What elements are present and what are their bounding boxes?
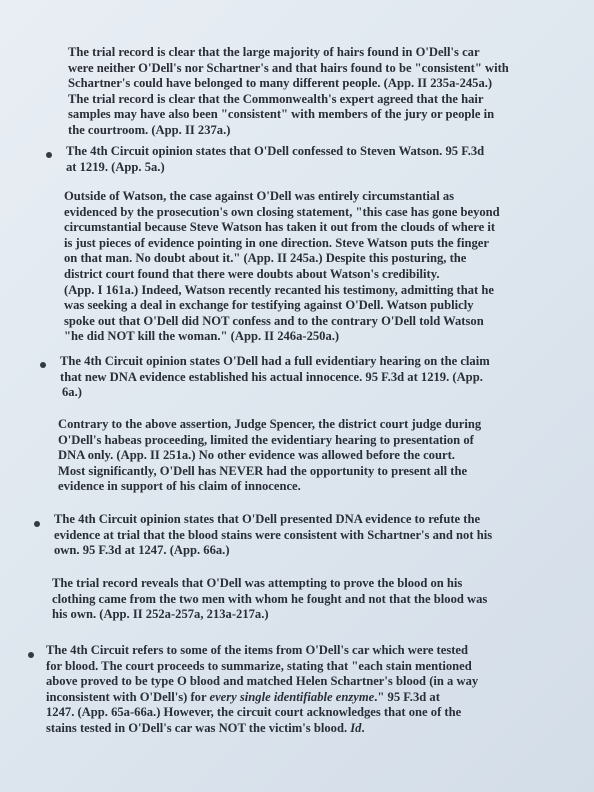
text-line: were neither O'Dell's nor Schartner's and that hairs found to be "consistent" with (68, 60, 509, 75)
text-line: that new DNA evidence established his actual innocence. 95 F.3d at 1219. (App. (60, 369, 483, 384)
text-line: evidenced by the prosecution's own closing statement, "this case has gone beyond (64, 204, 500, 219)
text-line: The trial record is clear that the large majority of hairs found in O'Dell's car (68, 45, 480, 59)
bullet-marker (46, 152, 52, 158)
text-line: The 4th Circuit opinion states that O'Dell confessed to Steven Watson. 95 F.3d (66, 144, 485, 158)
bullet-confession-claim (66, 144, 484, 175)
text-line: was seeking a deal in exchange for testifying against O'Dell. Watson publicly (64, 298, 474, 313)
bullet-marker (34, 521, 40, 527)
text-line: own. 95 F.3d at 1247. (App. 66a.) (54, 543, 230, 558)
text-line: is just pieces of evidence pointing in one direction. Steve Watson puts the finger (64, 235, 489, 250)
text-line: evidence in support of his claim of innocence. (58, 479, 301, 494)
text-line: above proved to be type O blood and matched Helen Schartner's blood (in a way (46, 674, 479, 689)
text-line: at 1219. (App. 5a.) (66, 159, 165, 174)
bullet-dna-evidence (54, 512, 492, 559)
text-line: evidence at trial that the blood stains were consistent with Schartner's and not his (54, 527, 493, 542)
text-line: on that man. No doubt about it." (App. II 245a.) Despite this posturing, the (64, 251, 467, 266)
text-line: The 4th Circuit refers to some of the items from O'Dell's car which were tested (46, 643, 469, 657)
text-line: Contrary to the above assertion, Judge Spencer, the district court judge during (58, 417, 482, 431)
bullet-evidentiary-hearing (60, 354, 490, 401)
italic-emphasis: every single identifiable enzyme (209, 689, 375, 704)
text-line: O'Dell's habeas proceeding, limited the evidentiary hearing to presentation of (58, 432, 474, 447)
text-line: The trial record reveals that O'Dell was attempting to prove the blood on his (52, 576, 463, 590)
text-line: inconsistent with O'Dell's) for every single identifiable enzyme." 95 F.3d at (46, 689, 440, 704)
bullet-car-blood-stains (46, 643, 478, 737)
paragraph-watson-rebuttal (64, 189, 500, 345)
paragraph-hair-evidence (68, 45, 509, 139)
text-line: 1247. (App. 65a-66a.) However, the circuit court acknowledges that one of the (46, 705, 462, 720)
text-line: samples may have also been "consistent" with members of the jury or people in (68, 107, 495, 122)
text-line: (App. I 161a.) Indeed, Watson recently recanted his testimony, admitting that he (64, 282, 494, 297)
text-line: spoke out that O'Dell did NOT confess and to the contrary O'Dell told Watson (64, 313, 484, 328)
text-line: DNA only. (App. II 251a.) No other evidence was allowed before the court. (58, 448, 455, 463)
text-line: his own. (App. II 252a-257a, 213a-217a.) (52, 607, 269, 622)
text-line: for blood. The court proceeds to summarize, stating that "each stain mentioned (46, 658, 472, 673)
text-line: "he did NOT kill the woman." (App. II 246a-250a.) (64, 329, 340, 344)
paragraph-blood-source (52, 576, 487, 623)
bullet-marker (40, 362, 46, 368)
text-line: stains tested in O'Dell's car was NOT the victim's blood. Id. (46, 720, 365, 735)
text-line: Outside of Watson, the case against O'Dell was entirely circumstantial as (64, 189, 455, 203)
text-line: The 4th Circuit opinion states O'Dell had a full evidentiary hearing on the claim (60, 354, 490, 368)
italic-emphasis: Id (350, 720, 362, 735)
text-line: district court found that there were doubts about Watson's credibility. (64, 266, 440, 281)
bullet-marker (28, 652, 34, 658)
text-line: the courtroom. (App. II 237a.) (68, 122, 231, 137)
text-line: Schartner's could have belonged to many different people. (App. II 235a-245a.) (68, 76, 493, 91)
paragraph-judge-spencer (58, 417, 481, 495)
text-line: 6a.) (62, 385, 82, 400)
text-line: circumstantial because Steve Watson has taken it out from the clouds of where it (64, 220, 496, 235)
text-line: The trial record is clear that the Commonwealth's expert agreed that the hair (68, 91, 484, 106)
text-line: clothing came from the two men with whom he fought and not that the blood was (52, 591, 488, 606)
text-line: The 4th Circuit opinion states that O'Dell presented DNA evidence to refute the (54, 512, 481, 526)
text-line: Most significantly, O'Dell has NEVER had the opportunity to present all the (58, 463, 468, 478)
